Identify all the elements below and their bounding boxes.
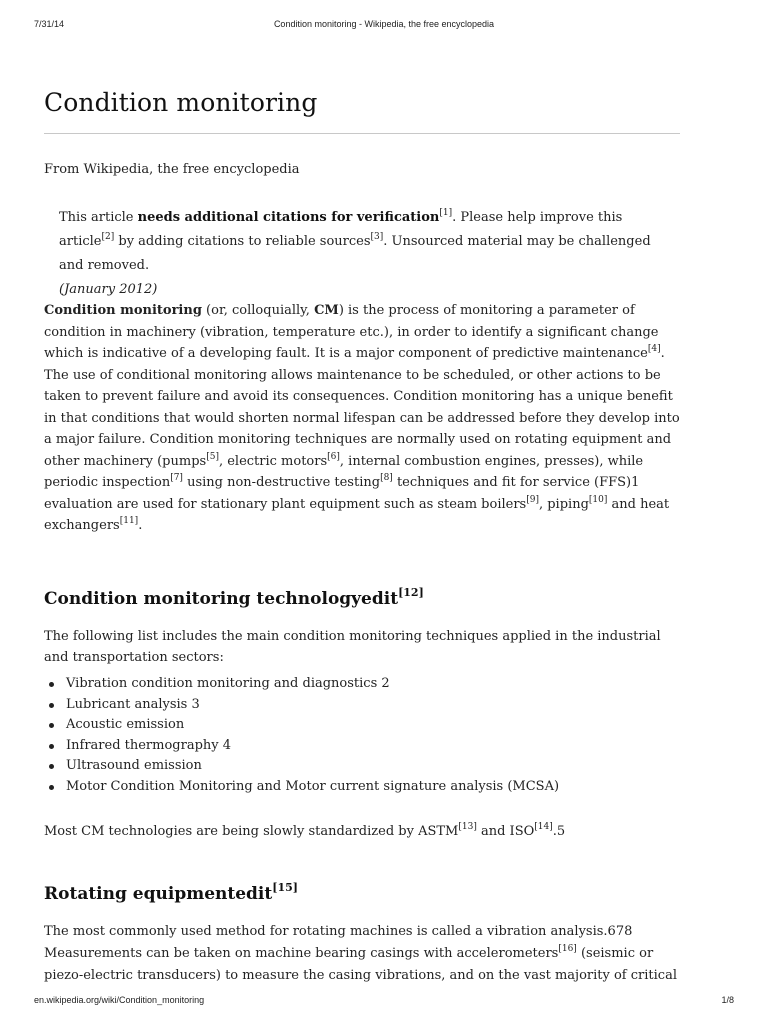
intro-paragraph [44, 300, 680, 537]
print-url: en.wikipedia.org/wiki/Condition_monitoring [34, 995, 205, 1005]
improve-article-link[interactable]: improve this article [59, 210, 623, 249]
adding-citations-link[interactable]: adding citations to reliable sources [138, 234, 371, 249]
citation-notice [59, 206, 679, 302]
print-header [34, 19, 734, 31]
section-heading-rotating [44, 881, 298, 904]
technology-list [44, 674, 680, 797]
ref-link[interactable]: [15] [272, 881, 298, 894]
intro-text: ) is the process of monitoring a parameter of condition in machinery (vibration, temperature etc.), in order to identify a significant change which is indicative of a developing fault. It is a major component of predictive maintenance [44, 303, 659, 361]
ref-link[interactable]: [1] [439, 208, 453, 218]
rotating-text: The most commonly used method for rotating machines is called a vibration analysis.678 Measurements can be taken on machine bearing casings with accelerometers [44, 924, 633, 961]
bullet-icon [49, 723, 54, 728]
ref-link[interactable]: [11] [119, 516, 139, 526]
ref-link[interactable]: [6] [327, 451, 340, 462]
ref-link[interactable]: [12] [398, 586, 424, 599]
ref-link[interactable]: [3] [370, 232, 384, 242]
list-item-text: Motor Condition Monitoring and Motor current signature analysis (MCSA) [66, 778, 560, 794]
bullet-icon [49, 682, 54, 687]
ref-link[interactable]: [9] [526, 494, 539, 505]
heading-text: Condition monitoring technologyedit [44, 589, 399, 609]
list-item [44, 756, 680, 777]
term: Condition monitoring [44, 303, 202, 318]
heading-text: Rotating equipmentedit [44, 884, 273, 904]
ref-link[interactable]: [16] [558, 944, 577, 954]
notice-text: . Unsourced material may be challenged and removed. [59, 234, 651, 273]
ref-link[interactable]: [14] [534, 822, 553, 832]
print-page-number: 1/8 [721, 995, 734, 1005]
standards-paragraph [44, 822, 680, 842]
ref-link[interactable]: [7] [170, 473, 183, 483]
notice-bold[interactable]: needs additional citations for verification [137, 210, 440, 225]
intro-text: (or, colloquially, [201, 303, 315, 318]
intro-text: , piping [538, 496, 589, 512]
bullet-icon [49, 703, 54, 708]
print-date: 7/31/14 [34, 19, 65, 29]
intro-text: using non-destructive testing [182, 475, 381, 490]
list-item-text: Acoustic emission [66, 717, 185, 732]
intro-text: . The use of conditional monitoring allows maintenance to be scheduled, or other actions to be taken to prevent failure and avoid its consequences. Condition monitoring has a unique benefit in that conditions that would shorten normal lifespan can be addressed before they develop into a major failure. Condition monitoring techniques are normally used on rotating equipment and other machinery (pumps [44, 346, 680, 469]
rotating-text: (seismic or piezo-electric transducers) to measure the casing vibrations, and on the vast majority of critical [44, 946, 677, 983]
list-item [44, 695, 680, 716]
intro-text: techniques and fit for service (FFS)1 evaluation are used for stationary plant equipment such as steam boilers [44, 475, 640, 512]
list-item [44, 777, 680, 798]
notice-text: by [114, 234, 139, 249]
notice-text: . Please help [452, 210, 540, 225]
bullet-icon [49, 744, 54, 749]
site-tagline: From Wikipedia, the free encyclopedia [44, 162, 300, 177]
list-item [44, 674, 680, 695]
ref-link[interactable]: [5] [206, 451, 219, 462]
notice-date: (January 2012) [59, 282, 158, 297]
ref-link[interactable]: [2] [101, 232, 115, 242]
standards-text: and ISO [476, 824, 535, 839]
page-title: Condition monitoring [44, 88, 318, 117]
intro-text: , internal combustion engines, presses), while periodic inspection [44, 453, 644, 490]
list-item-text: Ultrasound emission [66, 758, 202, 773]
ref-link[interactable]: [4] [647, 344, 661, 354]
list-item [44, 715, 680, 736]
standards-text: Most CM technologies are being slowly standardized by ASTM [44, 824, 459, 839]
print-footer [34, 995, 734, 1007]
intro-text: and heat exchangers [44, 496, 670, 533]
list-item-text: Infrared thermography 4 [66, 737, 232, 753]
print-page-title: Condition monitoring - Wikipedia, the free encyclopedia [273, 19, 495, 29]
intro-text: , electric motors [218, 453, 328, 469]
title-divider [44, 133, 680, 134]
list-item-text: Vibration condition monitoring and diagnostics 2 [66, 676, 390, 691]
abbreviation: CM [314, 303, 339, 318]
bullet-icon [49, 785, 54, 790]
rotating-paragraph [44, 921, 680, 987]
list-item-text: Lubricant analysis 3 [66, 696, 200, 712]
technology-intro: The following list includes the main condition monitoring techniques applied in the industrial and transportation sectors: [44, 629, 661, 665]
section-heading-technology [44, 586, 424, 609]
intro-text: . [138, 518, 143, 533]
ref-link[interactable]: [13] [458, 822, 477, 832]
ref-link[interactable]: [8] [380, 473, 393, 483]
notice-text: This article [59, 210, 138, 225]
bullet-icon [49, 764, 54, 769]
standards-text: .5 [552, 824, 566, 839]
list-item [44, 736, 680, 757]
ref-link[interactable]: [10] [588, 494, 608, 505]
